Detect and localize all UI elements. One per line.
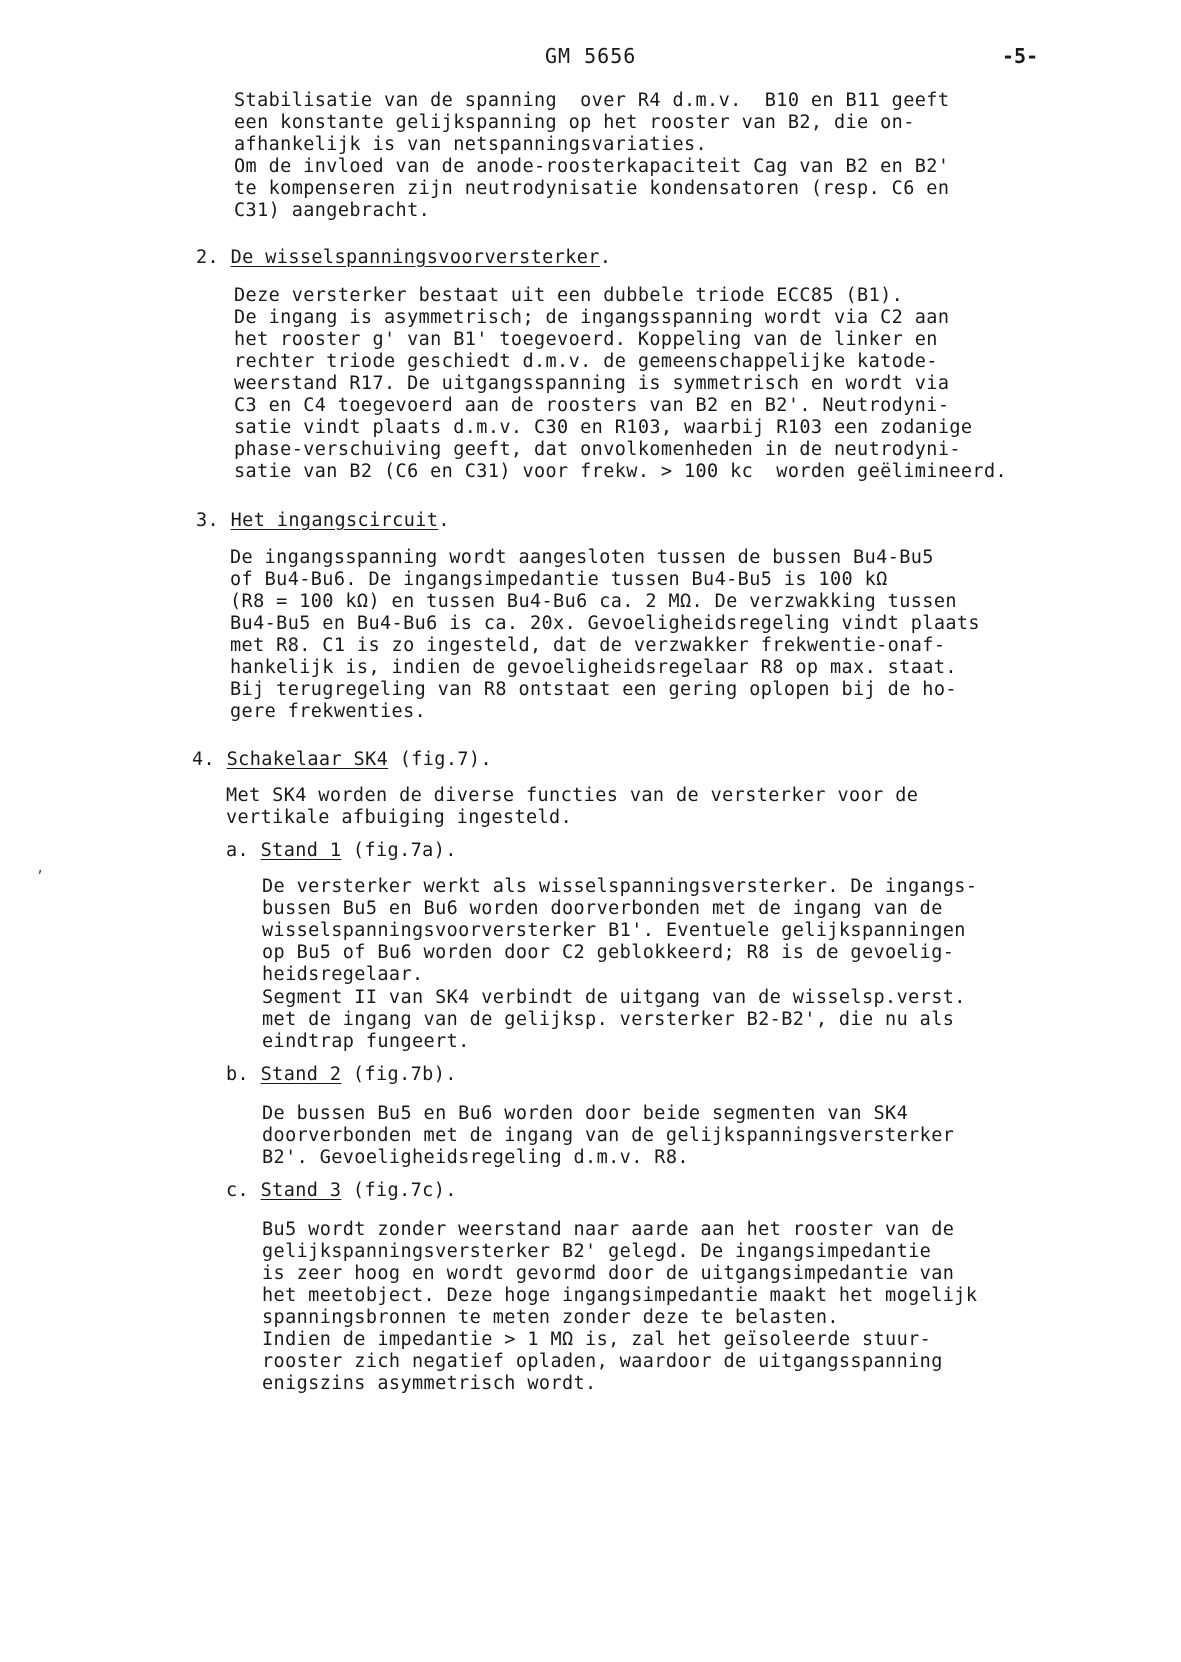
text-line: bussen Bu5 en Bu6 worden doorverbonden met de ingang van de: [262, 898, 943, 919]
section-title-suffix: (fig.7).: [388, 749, 492, 770]
margin-mark: ,: [36, 860, 45, 876]
text-line: gere frekwenties.: [230, 701, 427, 722]
subsection-title-suffix: (fig.7c).: [341, 1180, 457, 1201]
text-line: te kompenseren zijn neutrodynisatie kondensatoren (resp. C6 en: [234, 178, 950, 199]
section-number: 4.: [192, 749, 216, 770]
document-id: GM 5656: [545, 44, 637, 68]
text-line: op Bu5 of Bu6 worden door C2 geblokkeerd; R8 is de gevoelig-: [262, 942, 955, 963]
text-line: (R8 = 100 kΩ) en tussen Bu4-Bu6 ca. 2 MΩ. De verzwakking tussen: [230, 591, 957, 612]
text-line: weerstand R17. De uitgangsspanning is symmetrisch en wordt via: [234, 373, 950, 394]
text-line: gelijkspanningsversterker B2' gelegd. De ingangsimpedantie: [262, 1241, 932, 1262]
page-number: -5-: [1002, 44, 1039, 68]
text-line: vertikale afbuiging ingesteld.: [226, 807, 573, 828]
page-header: [0, 44, 1181, 74]
text-line: met de ingang van de gelijksp. versterker B2-B2', die nu als: [262, 1009, 955, 1030]
section-number: 3.: [196, 510, 220, 531]
text-line: rechter triode geschiedt d.m.v. de gemeenschappelijke katode-: [234, 351, 938, 372]
text-line: spanningsbronnen te meten zonder deze te belasten.: [262, 1307, 839, 1328]
section-number: 2.: [196, 247, 220, 268]
text-line: Bij terugregeling van R8 ontstaat een gering oplopen bij de ho-: [230, 679, 957, 700]
section-title: Schakelaar SK4: [226, 749, 389, 770]
text-line: is zeer hoog en wordt gevormd door de uitgangsimpedantie van: [262, 1263, 955, 1284]
text-line: Segment II van SK4 verbindt de uitgang van de wisselsp.verst.: [262, 987, 966, 1008]
subsection-letter: b.: [226, 1064, 250, 1085]
text-line: C31) aangebracht.: [234, 200, 431, 221]
subsection-heading: [226, 1064, 457, 1086]
text-line: afhankelijk is van netspanningsvariaties.: [234, 134, 708, 155]
text-line: Stabilisatie van de spanning over R4 d.m.v. B10 en B11 geeft: [234, 90, 950, 111]
text-line: doorverbonden met de ingang van de gelijkspanningsversterker: [262, 1125, 955, 1146]
subsection-heading: [226, 840, 457, 862]
text-line: heidsregelaar.: [262, 964, 424, 985]
section-title-suffix: .: [599, 247, 612, 268]
text-line: Bu4-Bu5 en Bu4-Bu6 is ca. 20x. Gevoeligheidsregeling vindt plaats: [230, 613, 980, 634]
section-title: De wisselspanningsvoorversterker: [230, 247, 600, 268]
text-line: rooster zich negatief opladen, waardoor de uitgangsspanning: [262, 1351, 943, 1372]
text-line: hankelijk is, indien de gevoeligheidsregelaar R8 op max. staat.: [230, 657, 957, 678]
subsection-title: Stand 3: [260, 1180, 342, 1201]
text-line: Bu5 wordt zonder weerstand naar aarde aan het rooster van de: [262, 1219, 955, 1240]
text-line: De versterker werkt als wisselspanningsversterker. De ingangs-: [262, 876, 978, 897]
section-heading: [196, 510, 450, 532]
text-line: een konstante gelijkspanning op het rooster van B2, die on-: [234, 112, 915, 133]
text-line: satie vindt plaats d.m.v. C30 en R103, waarbij R103 een zodanige: [234, 417, 973, 438]
subsection-title: Stand 2: [260, 1064, 342, 1085]
subsection-title-suffix: (fig.7a).: [341, 840, 457, 861]
subsection-title-suffix: (fig.7b).: [341, 1064, 457, 1085]
text-line: phase-verschuiving geeft, dat onvolkomenheden in de neutrodyni-: [234, 439, 961, 460]
text-line: Indien de impedantie > 1 MΩ is, zal het geïsoleerde stuur-: [262, 1329, 932, 1350]
text-line: De ingangsspanning wordt aangesloten tussen de bussen Bu4-Bu5: [230, 547, 934, 568]
text-line: Om de invloed van de anode-roosterkapaciteit Cag van B2 en B2': [234, 156, 950, 177]
subsection-heading: [226, 1180, 457, 1202]
text-line: Deze versterker bestaat uit een dubbele triode ECC85 (B1).: [234, 285, 904, 306]
subsection-letter: a.: [226, 840, 250, 861]
text-line: het rooster g' van B1' toegevoerd. Koppeling van de linker en: [234, 329, 938, 350]
text-line: C3 en C4 toegevoerd aan de roosters van B2 en B2'. Neutrodyni-: [234, 395, 950, 416]
text-line: het meetobject. Deze hoge ingangsimpedantie maakt het mogelijk: [262, 1285, 978, 1306]
text-line: De bussen Bu5 en Bu6 worden door beide segmenten van SK4: [262, 1103, 909, 1124]
text-line: eindtrap fungeert.: [262, 1031, 470, 1052]
subsection-title: Stand 1: [260, 840, 342, 861]
section-title: Het ingangscircuit: [230, 510, 439, 531]
text-line: B2'. Gevoeligheidsregeling d.m.v. R8.: [262, 1147, 689, 1168]
text-line: met R8. C1 is zo ingesteld, dat de verzwakker frekwentie-onaf-: [230, 635, 946, 656]
text-line: wisselspanningsvoorversterker B1'. Eventuele gelijkspanningen: [262, 920, 966, 941]
text-line: satie van B2 (C6 en C31) voor frekw. > 100 kc worden geëlimineerd.: [234, 461, 1008, 482]
text-line: De ingang is asymmetrisch; de ingangsspanning wordt via C2 aan: [234, 307, 950, 328]
section-heading: [192, 749, 492, 771]
text-line: Met SK4 worden de diverse functies van de versterker voor de: [226, 785, 919, 806]
subsection-letter: c.: [226, 1180, 250, 1201]
section-title-suffix: .: [438, 510, 450, 531]
text-line: enigszins asymmetrisch wordt.: [262, 1373, 597, 1394]
section-heading: [196, 247, 611, 269]
text-line: of Bu4-Bu6. De ingangsimpedantie tussen Bu4-Bu5 is 100 kΩ: [230, 569, 888, 590]
